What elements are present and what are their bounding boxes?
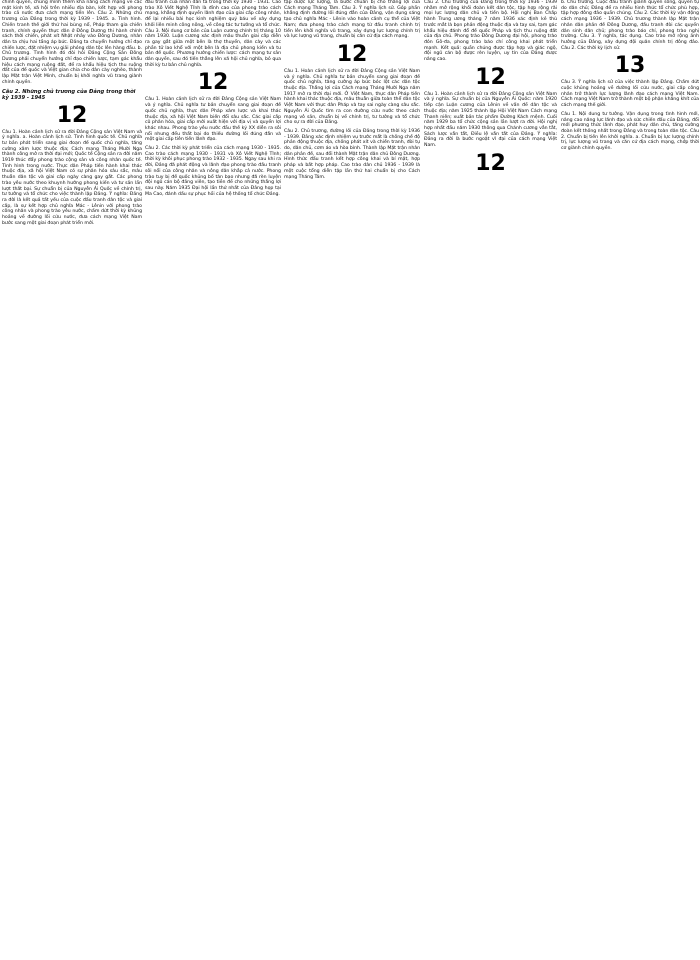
column-1-heading-block: [2, 89, 142, 101]
text-column-3: [284, 0, 420, 960]
page-number-large: 12: [197, 70, 229, 96]
paragraph: tập dược lực lượng, là bước chuẩn bị cho thắng lợi của Cách mạng Tháng Tám. Câu 3. Ý nghĩa lịch sử. Góp phần khẳng định đường lối đúng đắn của Đảng, vận dụng sáng tạo chủ nghĩa Mác - Lênin vào hoàn cảnh cụ thể của Việt Nam; đưa phong trào cách mạng từ đấu tranh chính trị tiến lên khởi nghĩa vũ trang, xây dựng lực lượng chính trị và lực lượng vũ trang, chuẩn bị căn cứ địa cách mạng.: [284, 0, 420, 40]
column-3-top-text: [284, 0, 420, 40]
text-column-4: [424, 0, 557, 960]
column-4-bottom-text: [424, 92, 557, 149]
paragraph: b. Chủ trương. Cuộc đấu tranh giành quyền sống, quyền tự do dân chủ; Đảng đề ra nhiều hình thức tổ chức phù hợp, tập hợp đông đảo quần chúng. Câu 2. Các thời kỳ vận động cách mạng 1936 - 1939. Chủ trương thành lập Mặt trận nhân dân phản đế Đông Dương, đấu tranh đòi các quyền dân sinh dân chủ; phong trào báo chí, phong trào nghị trường. Câu 3. Ý nghĩa, tác dụng. Cao trào mở rộng ảnh hưởng của Đảng, xây dựng đội quân chính trị đông đảo. Câu 2. Các thời kỳ lịch sử.: [561, 0, 699, 51]
paragraph: đấu tranh của nhân dân ta trong thời kỳ 1930 - 1931. Cao trào Xô Viết Nghệ Tĩnh là đỉnh cao của phong trào cách mạng, khẳng định quyền lãnh đạo của giai cấp công nhân, để lại nhiều bài học kinh nghiệm quý báu về xây dựng khối liên minh công nông, về công tác tư tưởng và tổ chức. Câu 3. Nội dung cơ bản của Luận cương chính trị tháng 10 năm 1930. Luận cương xác định mâu thuẫn giai cấp diễn ra gay gắt giữa một bên là thợ thuyền, dân cày và các phần tử lao khổ với một bên là địa chủ phong kiến và tư bản đế quốc. Phương hướng chiến lược: cách mạng tư sản dân quyền, sau đó tiến thẳng lên xã hội chủ nghĩa, bỏ qua thời kỳ tư bản chủ nghĩa.: [145, 0, 281, 68]
paragraph: Câu 1. Nội dung tư tưởng. Vận dụng trong tình hình mới, nâng cao năng lực lãnh đạo và sức chiến đấu của Đảng, đổi mới phương thức lãnh đạo, phát huy dân chủ, tăng cường đoàn kết thống nhất trong Đảng và trong toàn dân tộc. Câu 2. Chuẩn bị tiến lên khởi nghĩa. a. Chuẩn bị lực lượng chính trị, lực lượng vũ trang và căn cứ địa cách mạng, chớp thời cơ giành chính quyền.: [561, 111, 699, 152]
paragraph: Câu 2. Chủ trương của Đảng trong thời kỳ 1936 - 1939 nhằm mở rộng khối đoàn kết dân tộc, tập hợp rộng rãi mọi lực lượng dân chủ và tiến bộ. Hội nghị Ban Chấp hành Trung ương tháng 7 năm 1936 xác định kẻ thù trước mắt là bọn phản động thuộc địa và tay sai, tạm gác khẩu hiệu đánh đổ đế quốc Pháp và tịch thu ruộng đất của địa chủ. Phong trào Đông Dương đại hội, phong trào đón Gô-đa, phong trào báo chí công khai phát triển mạnh. Kết quả: quần chúng được tập hợp và giác ngộ, đội ngũ cán bộ được rèn luyện, uy tín của Đảng được nâng cao.: [424, 0, 557, 63]
column-1-bottom-text: [2, 130, 142, 227]
column-5-middle-text: [561, 80, 699, 109]
paragraph: Câu 2. Chủ trương, đường lối của Đảng trong thời kỳ 1936 - 1939. Đảng xác định nhiệm vụ trước mắt là chống chế độ phản động thuộc địa, chống phát xít và chiến tranh, đòi tự do, dân chủ, cơm áo và hòa bình. Thành lập Mặt trận nhân dân phản đế, sau đổi thành Mặt trận dân chủ Đông Dương. Hình thức đấu tranh kết hợp công khai và bí mật, hợp pháp và bất hợp pháp. Cao trào dân chủ 1936 - 1939 là một cuộc tổng diễn tập lần thứ hai chuẩn bị cho Cách mạng Tháng Tám.: [284, 128, 420, 180]
column-2-middle-text: [145, 97, 281, 143]
column-4-top-text: [424, 0, 557, 63]
paragraph: Câu 3. Ý nghĩa lịch sử của việc thành lập Đảng. Chấm dứt cuộc khủng hoảng về đường lối cứu nước, giai cấp công nhân trở thành lực lượng lãnh đạo cách mạng Việt Nam. Cách mạng Việt Nam trở thành một bộ phận khăng khít của cách mạng thế giới.: [561, 80, 699, 109]
page-number-large: 12: [475, 64, 506, 90]
page-number-large: 13: [614, 53, 646, 79]
paragraph: Câu 1. Hoàn cảnh lịch sử ra đời Đảng Cộng sản Việt Nam và ý nghĩa. a. Hoàn cảnh lịch sử. Tình hình quốc tế. Chủ nghĩa tư bản phát triển sang giai đoạn đế quốc chủ nghĩa, tăng cường xâm lược thuộc địa; Cách mạng Tháng Mười Nga thành công mở ra thời đại mới; Quốc tế Cộng sản ra đời năm 1919 thúc đẩy phong trào cộng sản và công nhân quốc tế. Tình hình trong nước. Thực dân Pháp tiến hành khai thác thuộc địa, xã hội Việt Nam có sự phân hóa sâu sắc, mâu thuẫn dân tộc và giai cấp ngày càng gay gắt. Các phong trào yêu nước theo khuynh hướng phong kiến và tư sản lần lượt thất bại. Sự chuẩn bị của Nguyễn Ái Quốc về chính trị, tư tưởng và tổ chức cho việc thành lập Đảng. Ý nghĩa: Đảng ra đời là kết quả tất yếu của cuộc đấu tranh dân tộc và giai cấp, là sự kết hợp chủ nghĩa Mác - Lênin với phong trào công nhân và phong trào yêu nước, chấm dứt thời kỳ khủng hoảng về đường lối cứu nước, đưa cách mạng Việt Nam bước sang một giai đoạn phát triển mới.: [2, 129, 142, 226]
paragraph: Câu 2. Các thời kỳ phát triển của cách mạng 1930 - 1935. Cao trào cách mạng 1930 - 1931 và Xô Viết Nghệ Tĩnh; thời kỳ khôi phục phong trào 1932 - 1935. Ngay sau khi ra đời, Đảng đã phát động và lãnh đạo phong trào đấu tranh sôi nổi của công nhân và nông dân khắp cả nước. Phong trào tuy bị đế quốc khủng bố tàn bạo nhưng đã rèn luyện đội ngũ cán bộ đảng viên, tạo tiền đề cho những thắng lợi sau này. Năm 1935 Đại hội lần thứ nhất của Đảng họp tại Ma Cao, đánh dấu sự phục hồi của hệ thống tổ chức Đảng.: [145, 146, 281, 197]
paragraph: Câu 1. Hoàn cảnh lịch sử ra đời Đảng Cộng sản Việt Nam và ý nghĩa. Chủ nghĩa tư bản chuyển sang giai đoạn đế quốc chủ nghĩa, thực dân Pháp xâm lược và khai thác thuộc địa, xã hội Việt Nam biến đổi sâu sắc. Các giai cấp cũ phân hóa, giai cấp mới xuất hiện với địa vị và quyền lợi khác nhau. Phong trào yêu nước đầu thế kỷ XX diễn ra sôi nổi nhưng đều thất bại do thiếu đường lối đúng đắn và một giai cấp tiên tiến lãnh đạo.: [145, 97, 281, 143]
column-3-middle-text: [284, 69, 420, 126]
paragraph: Câu 1. Hoàn cảnh lịch sử ra đời Đảng Cộng sản Việt Nam và ý nghĩa. Chủ nghĩa tư bản chuyển sang giai đoạn đế quốc chủ nghĩa, tăng cường áp bức bóc lột các dân tộc thuộc địa. Thắng lợi của Cách mạng Tháng Mười Nga năm 1917 mở ra thời đại mới. Ở Việt Nam, thực dân Pháp tiến hành khai thác thuộc địa, mâu thuẫn giữa toàn thể dân tộc Việt Nam với thực dân Pháp và tay sai ngày càng sâu sắc. Nguyễn Ái Quốc tìm ra con đường cứu nước theo cách mạng vô sản, chuẩn bị về chính trị, tư tưởng và tổ chức cho sự ra đời của Đảng.: [284, 68, 420, 126]
text-column-5: [561, 0, 699, 960]
column-3-bottom-text: [284, 129, 420, 180]
column-1-top-text: [2, 0, 142, 86]
column-5-top-text: [561, 0, 699, 51]
section-heading: Câu 2. Những chủ trương của Đảng trong thời kỳ 1939 - 1945: [2, 88, 136, 101]
text-column-1: [2, 0, 142, 960]
paragraph: chính quyền, chúng mình thêm khả năng cách mạng về các mặt kinh tế, xã hội trên nhiều địa bàn, kết hợp với phong trào cả nước đưa cách mạng tiến lên. Câu 2. Những chủ trương của Đảng trong thời kỳ 1939 - 1945. a. Tình hình. Chiến tranh thế giới thứ hai bùng nổ, Pháp tham gia chiến tranh, chính quyền thực dân ở Đông Dương thi hành chính sách thời chiến, phát xít Nhật nhảy vào Đông Dương, nhân dân ta chịu hai tầng áp bức. Đảng ta chuyển hướng chỉ đạo chiến lược, đặt nhiệm vụ giải phóng dân tộc lên hàng đầu. b. Chủ trương. Tình hình đó đòi hỏi Đảng Cộng Sản Đông Dương phải chuyển hướng chỉ đạo chiến lược, tạm gác khẩu hiệu cách mạng ruộng đất, đề ra khẩu hiệu tịch thu ruộng đất của đế quốc và Việt gian chia cho dân cày nghèo, thành lập Mặt trận Việt Minh, chuẩn bị khởi nghĩa vũ trang giành chính quyền.: [2, 0, 142, 85]
page-number-large: 12: [336, 41, 368, 67]
column-2-top-text: [145, 0, 281, 68]
page-number-large: 12: [475, 150, 506, 176]
column-5-bottom-text: [561, 112, 699, 152]
text-column-2: [145, 0, 281, 960]
paragraph: Câu 1. Hoàn cảnh lịch sử ra đời Đảng Cộng sản Việt Nam và ý nghĩa. Sự chuẩn bị của Nguyễn Ái Quốc: năm 1920 tiếp cận Luận cương của Lênin về vấn đề dân tộc và thuộc địa; năm 1925 thành lập Hội Việt Nam Cách mạng Thanh niên; xuất bản tác phẩm Đường Kách mệnh. Cuối năm 1929 ba tổ chức cộng sản lần lượt ra đời. Hội nghị hợp nhất đầu năm 1930 thông qua Chánh cương vắn tắt, Sách lược vắn tắt, Điều lệ vắn tắt của Đảng. Ý nghĩa: Đảng ra đời là bước ngoặt vĩ đại của cách mạng Việt Nam.: [424, 91, 557, 149]
page-number-large: 12: [56, 102, 88, 128]
column-2-bottom-text: [145, 146, 281, 197]
